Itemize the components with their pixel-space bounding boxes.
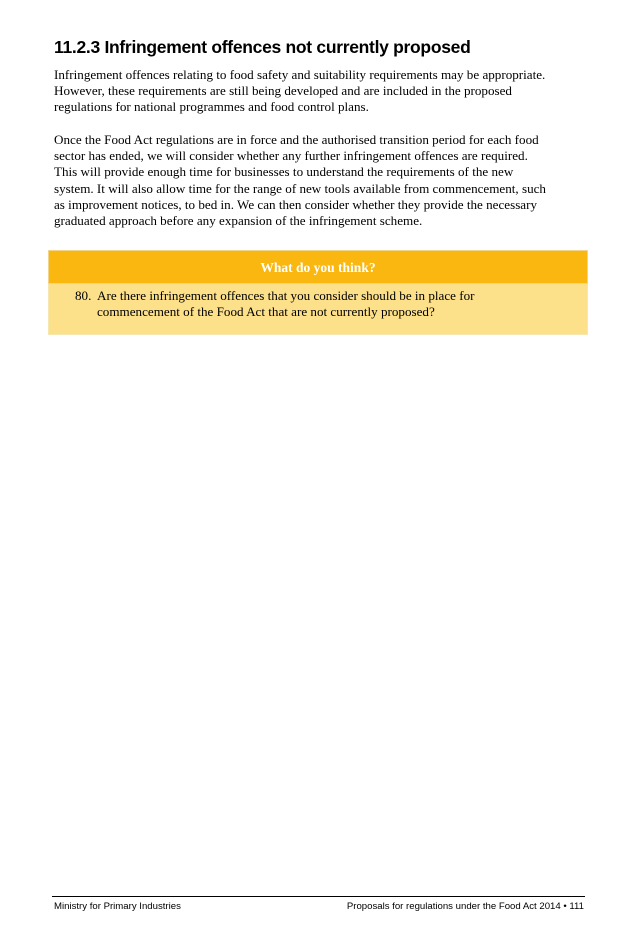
question-number: 80. bbox=[75, 288, 92, 303]
paragraph-line: Once the Food Act regulations are in force and the authorised transition period for each food bbox=[54, 132, 539, 147]
paragraph-line: graduated approach before any expansion of the infringement scheme. bbox=[54, 213, 423, 229]
what-do-you-think-title: What do you think? bbox=[48, 250, 588, 284]
consultation-question bbox=[48, 284, 588, 335]
paragraph-line: system. It will also allow time for the range of new tools available from commencement, such bbox=[54, 180, 546, 196]
paragraph-line: as improvement notices, to bed in. We can then consider whether they provide the necessary bbox=[54, 196, 538, 212]
paragraph-line: sector has ended, we will consider whether any further infringement offences are required. bbox=[54, 148, 528, 164]
section-heading: 11.2.3 Infringement offences not currently proposed bbox=[54, 37, 471, 57]
footer-title-page-number: Proposals for regulations under the Food Act 2014 • 111 bbox=[346, 901, 584, 912]
question-text bbox=[97, 288, 475, 320]
footer-publisher: Ministry for Primary Industries bbox=[54, 901, 181, 912]
question-line: commencement of the Food Act that are not currently proposed? bbox=[97, 304, 435, 319]
question-line: Are there infringement offences that you consider should be in place for bbox=[97, 288, 475, 303]
paragraph-line: This will provide enough time for businesses to understand the requirements of the new bbox=[54, 164, 514, 180]
paragraph-line: However, these requirements are still being developed and are included in the proposed bbox=[54, 83, 512, 99]
paragraph-transition-period bbox=[54, 132, 599, 229]
paragraph-infringement-intro bbox=[54, 67, 599, 116]
what-do-you-think-box bbox=[48, 250, 588, 335]
footer-rule bbox=[52, 896, 585, 897]
paragraph-line: regulations for national programmes and food control plans. bbox=[54, 99, 369, 115]
paragraph-line: Infringement offences relating to food safety and suitability requirements may be appropriate. bbox=[54, 67, 546, 82]
